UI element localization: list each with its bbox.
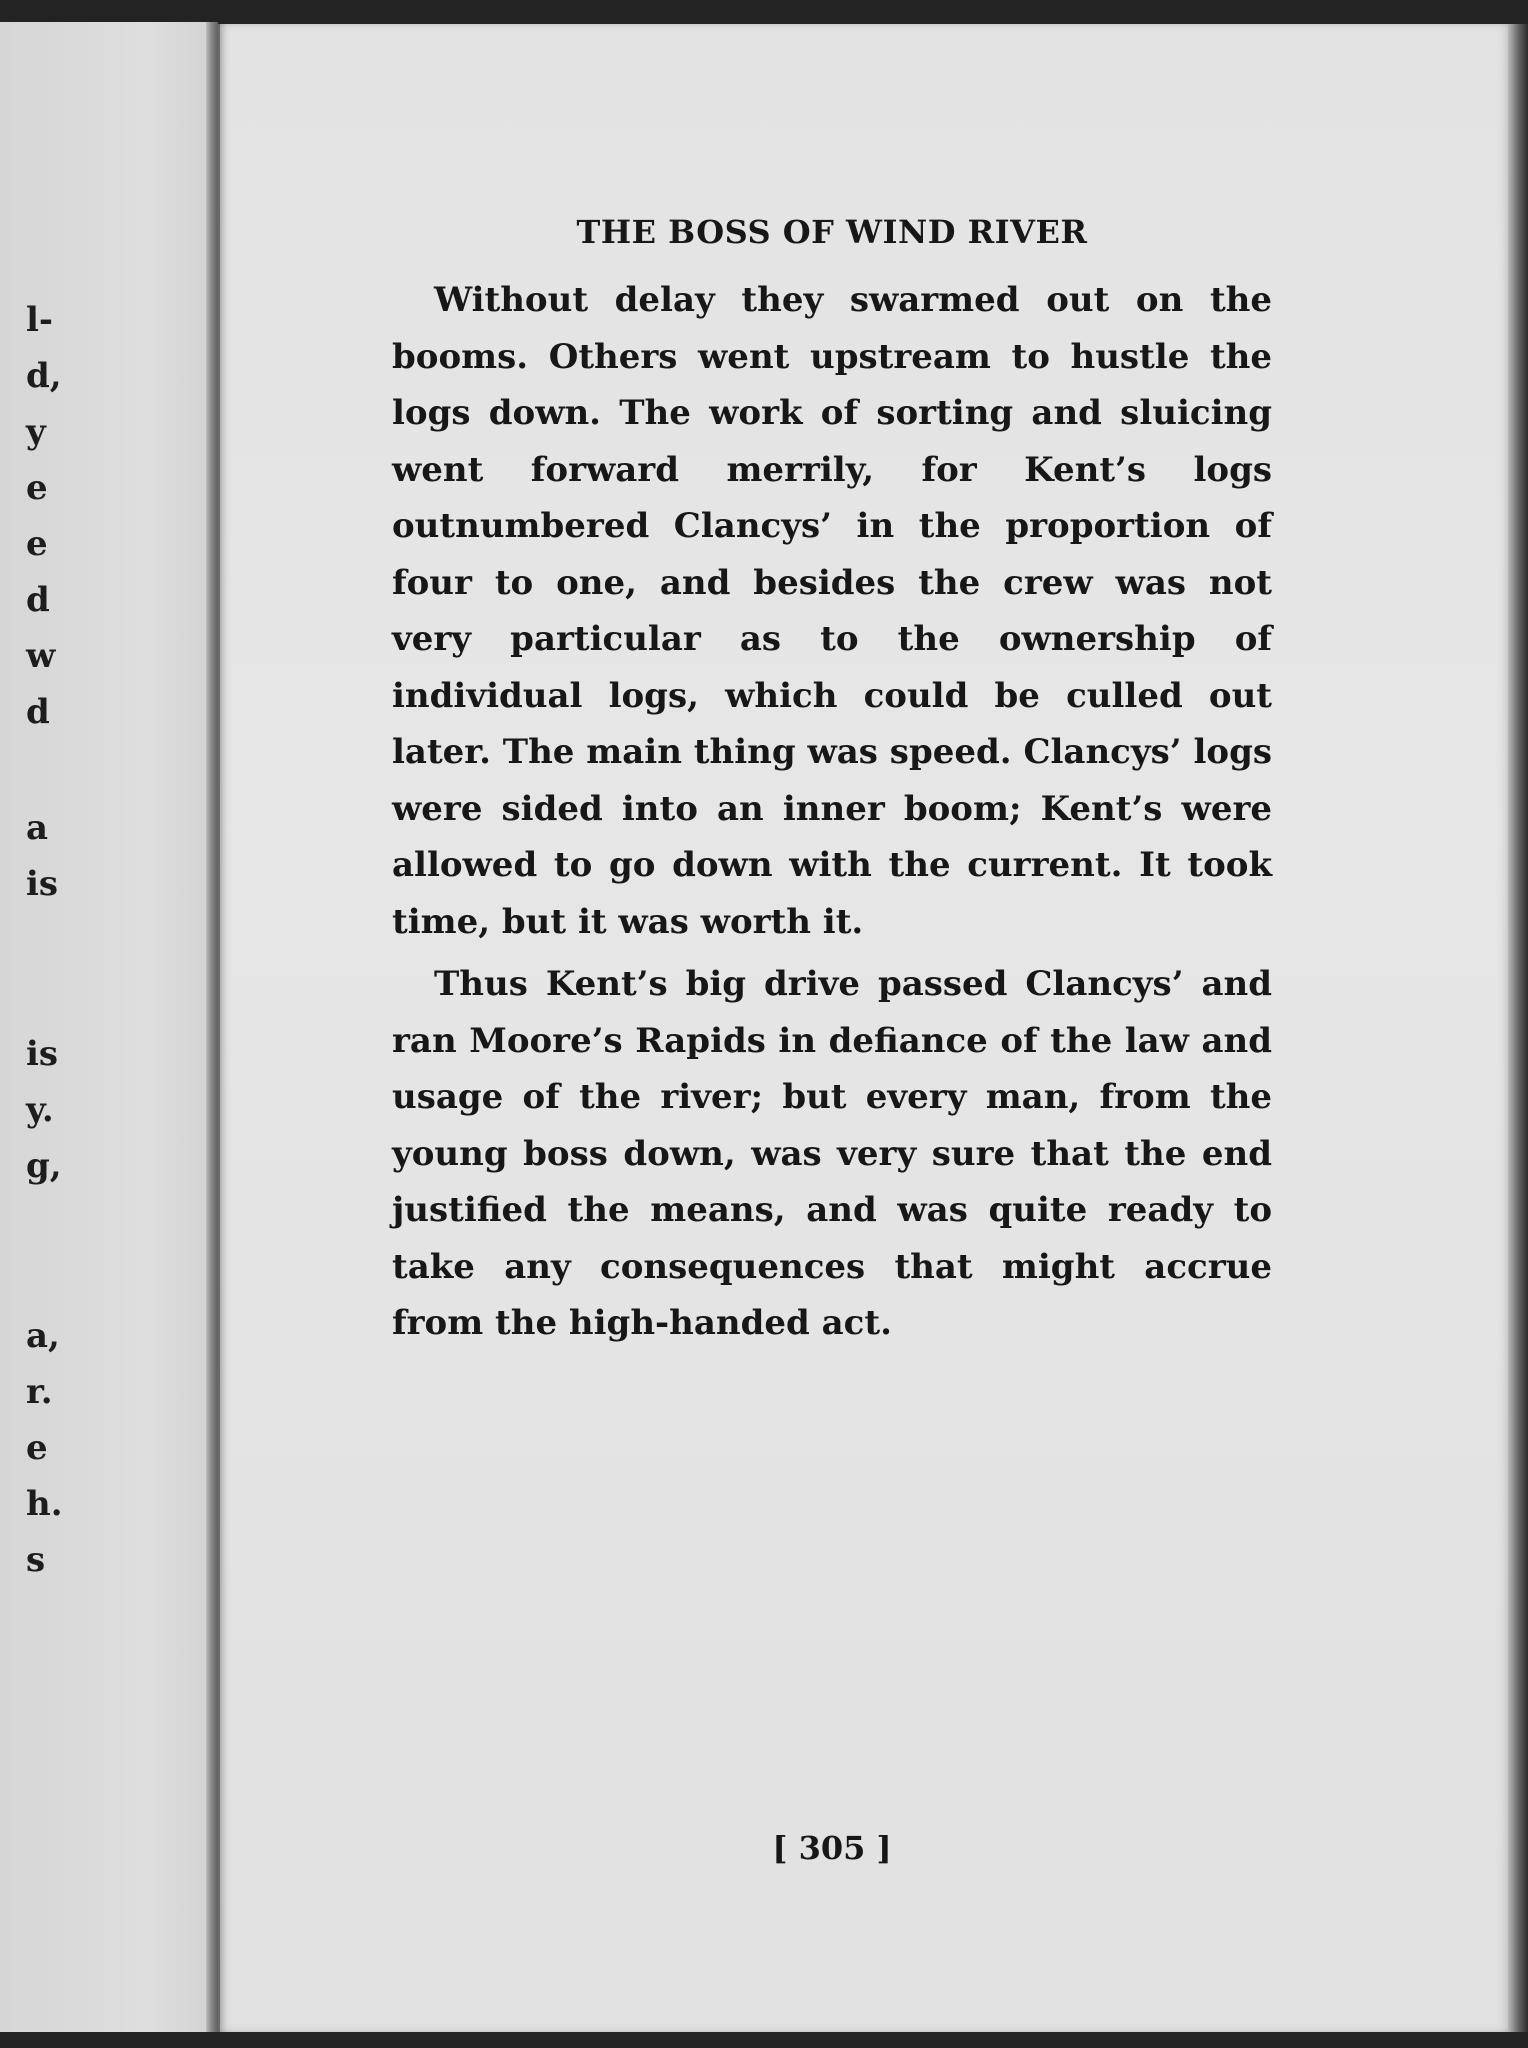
left-page-gutter [206, 22, 218, 2032]
left-fragment: y [26, 412, 46, 452]
left-fragment: h. [26, 1484, 63, 1524]
left-fragment: g, [26, 1146, 62, 1186]
left-fragment: r. [26, 1372, 53, 1412]
left-fragment: is [26, 1034, 59, 1074]
running-head: THE BOSS OF WIND RIVER [576, 213, 1088, 251]
page-number: [ 305 ] [772, 1829, 892, 1867]
left-fragment: d [26, 580, 50, 620]
left-fragment: is [26, 864, 59, 904]
left-fragment: d [26, 692, 50, 732]
left-fragment: e [26, 524, 48, 564]
page-content [392, 210, 1272, 1867]
paragraph: Without delay they swarmed out on the booms. Others went upstream to hustle the logs down. The work of sorting and sluicing went forward merrily, for Kent’s logs outnumbered Clancys’ in the proportion of four to one, and besides the crew was not very particular as to the ownership of individual logs, which could be culled out later. The main thing was speed. Clancys’ logs were sided into an inner boom; Kent’s were allowed to go down with the current. It took time, but it was worth it. [392, 280, 1272, 942]
left-fragment: a, [26, 1316, 60, 1356]
right-page-edge [1508, 24, 1528, 2032]
left-fragment: y. [26, 1090, 54, 1130]
left-page-text-fragments [0, 22, 214, 2032]
paragraph: Thus Kent’s big drive passed Clancys’ and ran Moore’s Rapids in defiance of the law and usage of the river; but every man, from the young boss down, was very sure that the end justified the means, and was quite ready to take any consequences that might accrue from the high-handed act. [392, 964, 1272, 1343]
left-page [0, 22, 214, 2032]
left-fragment: l- [26, 300, 54, 340]
left-fragment: d, [26, 356, 62, 396]
left-fragment: e [26, 468, 48, 508]
left-fragment: e [26, 1428, 48, 1468]
left-fragment: s [26, 1540, 46, 1580]
left-fragment: w [26, 636, 56, 676]
left-fragment: a [26, 808, 49, 848]
